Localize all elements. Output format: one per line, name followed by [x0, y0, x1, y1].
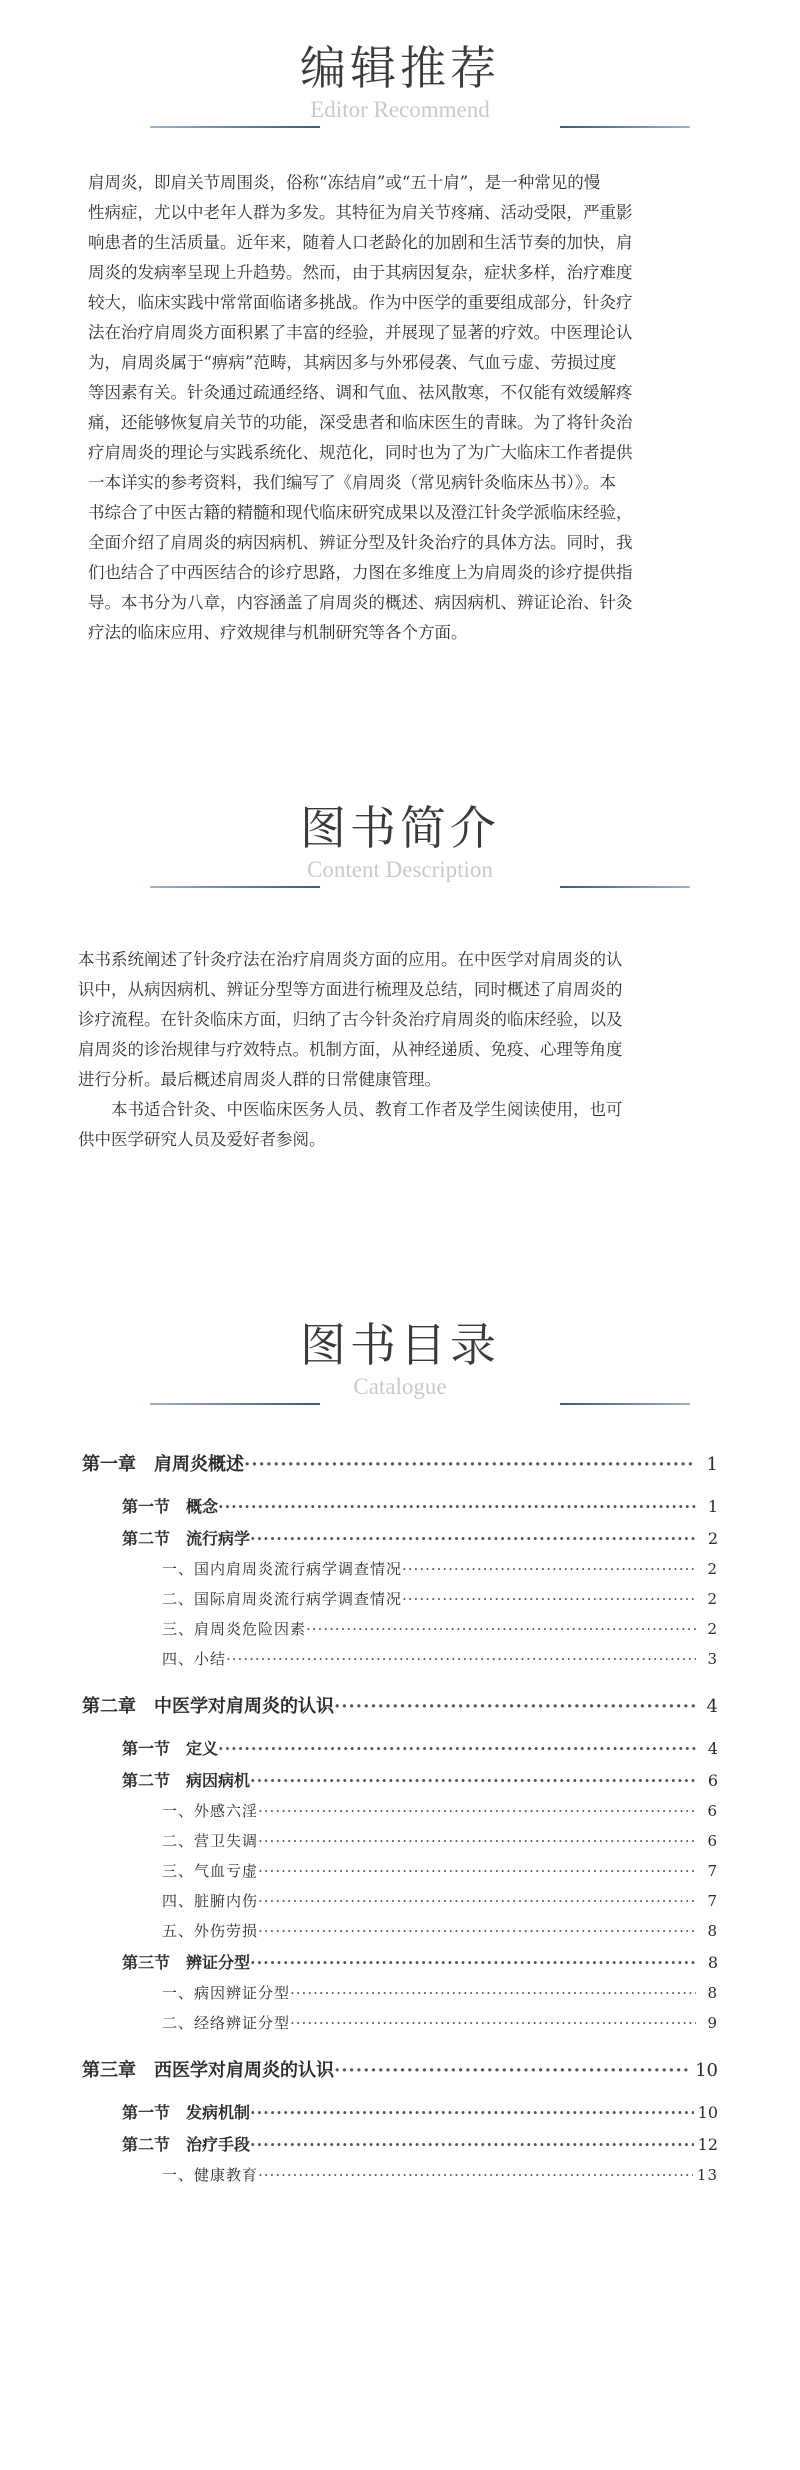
toc-item [162, 1800, 718, 1821]
toc-entry-title: 第一节 概念 [122, 1497, 219, 1516]
toc-leader-dots [250, 1529, 696, 1548]
toc-leader-dots [306, 1620, 696, 1638]
toc-page-number: 13 [696, 2166, 718, 2184]
toc-page-number: 1 [706, 1454, 718, 1475]
editor-recommend-subtitle: Editor Recommend [310, 97, 490, 122]
text-line: 疗肩周炎的理论与实践系统化、规范化，同时也为了为广大临床工作者提供 [88, 443, 633, 462]
toc-entry-title: 一、病因辨证分型 [162, 1984, 291, 2002]
toc-leader-dots [244, 1454, 696, 1475]
toc-item [162, 1920, 718, 1941]
toc-page-number: 4 [706, 1696, 718, 1717]
title-rule-left [150, 126, 320, 128]
toc-section [122, 1736, 718, 1759]
text-line: 较大，临床实践中常常面临诸多挑战。作为中医学的重要组成部分，针灸疗 [88, 293, 633, 312]
toc-entry-title: 第三章 西医学对肩周炎的认识 [82, 2060, 334, 2081]
toc-item [162, 1558, 718, 1579]
toc-section [122, 2132, 718, 2155]
text-line: 识中，从病因病机、辨证分型等方面进行梳理及总结，同时概述了肩周炎的 [78, 980, 623, 999]
toc-leader-dots [290, 2014, 696, 2032]
text-line: 导。本书分为八章，内容涵盖了肩周炎的概述、病因病机、辨证论治、针灸 [88, 593, 633, 612]
text-line: 进行分析。最后概述肩周炎人群的日常健康管理。 [78, 1070, 441, 1089]
editor-recommend-header [0, 38, 800, 148]
toc-item [162, 1830, 718, 1851]
editor-recommend-text [88, 168, 723, 648]
text-line: 们也结合了中西医结合的诊疗思路，力图在多维度上为肩周炎的诊疗提供指 [88, 563, 633, 582]
text-line: 诊疗流程。在针灸临床方面，归纳了古今针灸治疗肩周炎的临床经验，以及 [78, 1010, 623, 1029]
toc-entry-title: 第二节 流行病学 [122, 1529, 251, 1548]
toc-leader-dots [218, 1739, 696, 1758]
toc-chapter [82, 1692, 718, 1718]
toc-section [122, 2100, 718, 2123]
toc-page-number: 6 [707, 1802, 718, 1820]
toc-leader-dots [250, 1771, 696, 1790]
text-line: 本书系统阐述了针灸疗法在治疗肩周炎方面的应用。在中医学对肩周炎的认 [78, 950, 623, 969]
text-line: 法在治疗肩周炎方面积累了丰富的经验，并展现了显著的疗效。中医理论认 [88, 323, 633, 342]
title-rule-left [150, 1403, 320, 1405]
content-description-subtitle: Content Description [307, 857, 493, 882]
toc-page-number: 10 [695, 2060, 718, 2081]
toc-entry-title: 第三节 辨证分型 [122, 1953, 251, 1972]
toc-leader-dots [258, 1862, 696, 1880]
toc-leader-dots [290, 1984, 696, 2002]
title-rule-right [560, 1403, 690, 1405]
toc-page-number: 12 [697, 2135, 718, 2154]
editor-recommend-title: 编辑推荐 [300, 41, 500, 95]
toc-item [162, 2012, 718, 2033]
toc-leader-dots [226, 1650, 696, 1668]
content-description-header [0, 798, 800, 908]
toc-leader-dots [258, 1802, 696, 1820]
toc-entry-title: 第一节 定义 [122, 1739, 219, 1758]
toc-leader-dots [258, 2166, 693, 2184]
toc-entry-title: 第二章 中医学对肩周炎的认识 [82, 1696, 334, 1717]
toc-page-number: 9 [707, 2014, 718, 2032]
toc-entry-title: 五、外伤劳损 [162, 1922, 259, 1940]
toc-entry-title: 第一节 发病机制 [122, 2103, 251, 2122]
toc-item [162, 1588, 718, 1609]
toc-leader-dots [218, 1497, 696, 1516]
toc-page-number: 7 [707, 1892, 718, 1910]
text-line: 肩周炎，即肩关节周围炎，俗称“冻结肩”或“五十肩”，是一种常见的慢 [88, 173, 601, 192]
title-rule-right [560, 886, 690, 888]
toc-entry-title: 第二节 治疗手段 [122, 2135, 251, 2154]
toc-page-number: 1 [707, 1497, 718, 1516]
toc-item [162, 2164, 718, 2185]
text-line: 全面介绍了肩周炎的病因病机、辨证分型及针灸治疗的具体方法。同时，我 [88, 533, 633, 552]
toc-page-number: 7 [707, 1862, 718, 1880]
toc-entry-title: 二、国际肩周炎流行病学调查情况 [162, 1590, 403, 1608]
toc-entry-title: 一、外感六淫 [162, 1802, 259, 1820]
toc-page-number: 2 [707, 1620, 718, 1638]
toc-chapter [82, 1450, 718, 1476]
toc-entry-title: 第一章 肩周炎概述 [82, 1454, 244, 1475]
toc-entry-title: 三、气血亏虚 [162, 1862, 259, 1880]
toc-leader-dots [258, 1922, 696, 1940]
text-line: 痛，还能够恢复肩关节的功能，深受患者和临床医生的青睐。为了将针灸治 [88, 413, 633, 432]
toc-section [122, 1768, 718, 1791]
title-rule-right [560, 126, 690, 128]
toc-item [162, 1648, 718, 1669]
text-line: 供中医学研究人员及爱好者参阅。 [78, 1130, 326, 1149]
title-rule-left [150, 886, 320, 888]
catalogue-header [0, 1315, 800, 1425]
text-line: 为，肩周炎属于“痹病”范畴，其病因多与外邪侵袭、气血亏虚、劳损过度 [88, 353, 617, 372]
toc-entry-title: 第二节 病因病机 [122, 1771, 251, 1790]
text-line: 疗法的临床应用、疗效规律与机制研究等各个方面。 [88, 623, 468, 642]
text-line: 一本详实的参考资料，我们编写了《肩周炎（常见病针灸临床丛书）》。本 [88, 473, 616, 492]
toc-page-number: 8 [707, 1953, 718, 1972]
toc-entry-title: 四、脏腑内伤 [162, 1892, 259, 1910]
text-line: 等因素有关。针灸通过疏通经络、调和气血、祛风散寒，不仅能有效缓解疼 [88, 383, 633, 402]
toc-item [162, 1982, 718, 2003]
toc-chapter [82, 2056, 718, 2082]
toc-leader-dots [334, 1696, 696, 1717]
toc-leader-dots [250, 2135, 694, 2154]
toc-leader-dots [250, 1953, 696, 1972]
catalogue-title: 图书目录 [300, 1318, 500, 1372]
content-description-title: 图书简介 [300, 801, 500, 855]
toc-item [162, 1618, 718, 1639]
text-line: 性病症，尤以中老年人群为多发。其特征为肩关节疼痛、活动受限，严重影 [88, 203, 633, 222]
toc-page-number: 2 [707, 1560, 718, 1578]
toc-page-number: 8 [707, 1984, 718, 2002]
catalogue-subtitle: Catalogue [353, 1374, 447, 1399]
toc-item [162, 1860, 718, 1881]
toc-page-number: 2 [707, 1529, 718, 1548]
text-line: 书综合了中医古籍的精髓和现代临床研究成果以及澄江针灸学派临床经验， [88, 503, 633, 522]
text-line: 周炎的发病率呈现上升趋势。然而，由于其病因复杂，症状多样，治疗难度 [88, 263, 633, 282]
toc-entry-title: 一、健康教育 [162, 2166, 259, 2184]
toc-leader-dots [334, 2060, 691, 2081]
toc-entry-title: 一、国内肩周炎流行病学调查情况 [162, 1560, 403, 1578]
toc-entry-title: 四、小结 [162, 1650, 227, 1668]
toc-page-number: 2 [707, 1590, 718, 1608]
toc-page-number: 6 [707, 1771, 718, 1790]
text-line: 肩周炎的诊治规律与疗效特点。机制方面，从神经递质、免疫、心理等角度 [78, 1040, 623, 1059]
toc-leader-dots [250, 2103, 694, 2122]
text-line: 本书适合针灸、中医临床医务人员、教育工作者及学生阅读使用，也可 [78, 1100, 623, 1119]
toc-entry-title: 二、营卫失调 [162, 1832, 259, 1850]
toc-leader-dots [258, 1832, 696, 1850]
toc-leader-dots [258, 1892, 696, 1910]
toc-entry-title: 三、肩周炎危险因素 [162, 1620, 307, 1638]
toc-section [122, 1526, 718, 1549]
toc-page-number: 4 [707, 1739, 718, 1758]
toc-page-number: 8 [707, 1922, 718, 1940]
content-description-text [78, 945, 738, 1155]
toc-page-number: 10 [697, 2103, 718, 2122]
text-line: 响患者的生活质量。近年来，随着人口老龄化的加剧和生活节奏的加快，肩 [88, 233, 633, 252]
toc-page-number: 6 [707, 1832, 718, 1850]
toc-section [122, 1494, 718, 1517]
toc-section [122, 1950, 718, 1973]
toc-item [162, 1890, 718, 1911]
toc-entry-title: 二、经络辨证分型 [162, 2014, 291, 2032]
toc-leader-dots [402, 1560, 696, 1578]
toc-page-number: 3 [707, 1650, 718, 1668]
toc-leader-dots [402, 1590, 696, 1608]
